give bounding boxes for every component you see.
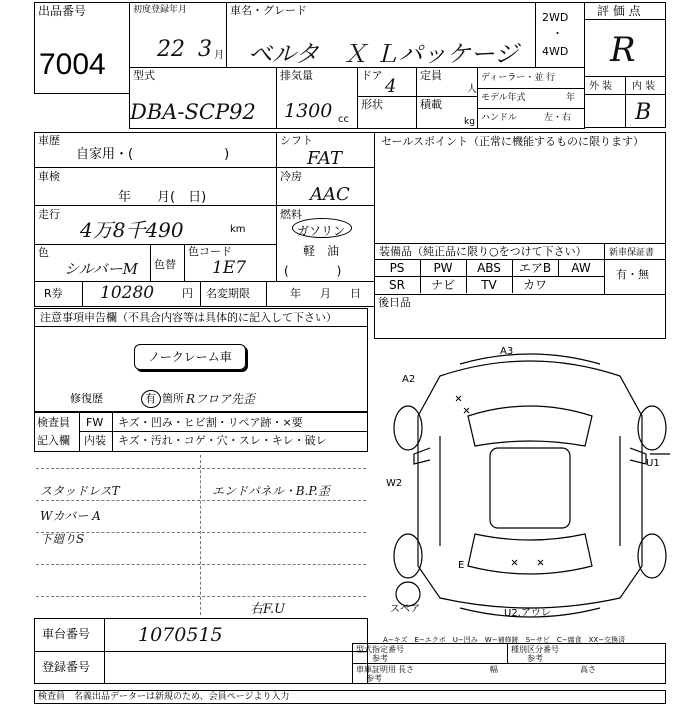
diagram-u1: U1 [646,458,660,469]
handle-label: ハンドル [481,113,518,123]
fuel-label: 燃料 [280,208,302,221]
drive-2wd: 2WD [542,11,569,24]
class-label: 種別区分番号 [511,645,559,654]
diagram-spare: スペア [390,604,420,615]
model-label: 型式 [133,69,155,82]
inspector-label: 検査員 [37,416,70,429]
width-label: 幅 [490,665,498,674]
load-label: 積載 [420,98,442,111]
interior-grade-label: 内 装 [632,81,656,92]
inspection-value: 年 月( 日) [118,190,207,205]
diagram-u2: U2.アウレ [504,608,551,619]
diagram-a3: A3 [500,346,514,357]
repair-value: 有 [145,392,156,405]
dealer-label: ディーラー・並 行 [481,73,556,83]
diagram-e: E [458,560,465,571]
chassis-value: 1070515 [138,624,223,646]
repair-circle [141,390,161,408]
remark-left-2: Wカバー A [40,509,101,523]
color-value: シルバーM [64,260,138,278]
displacement-value: 1300 [284,100,333,122]
car-name-value: ベルタ Ｘ Ｌパッケージ [248,40,519,68]
sales-block [374,132,666,244]
type-ref: 参考 [372,654,388,663]
month-unit: 月 [320,287,331,300]
fw-label: FW [86,416,104,429]
capacity-unit: 人 [467,84,477,95]
first-reg-year: 22 [157,37,185,62]
no-claim-stamp: ノークレーム車 [134,344,246,370]
day-unit: 日 [350,287,361,300]
interior-items-label: 内装 [84,434,106,447]
capacity-label: 定員 [420,69,442,82]
after-label: 後日品 [378,296,411,309]
displacement-unit: cc [338,114,349,125]
shift-label: シフト [280,134,313,147]
interior-grade-value: B [635,100,652,125]
ac-label: 冷房 [280,170,302,183]
repair-place-value: Rフロア先歪 [186,392,256,406]
remark-left-3: 下廻りS [40,532,85,546]
doors-label: ドア [361,69,383,82]
legend: A−キズ E−エクボ U−凹み W−補修跡 S−サビ C−腐食 XX−交換済 [383,636,626,644]
exterior-label: 外 装 [589,81,613,92]
remark-left-1: スタッドレスT [40,484,120,498]
height-label: 高さ [580,665,596,674]
displacement-label: 排気量 [280,69,313,82]
remark-right: エンドパネル・B.P.歪 [212,484,330,498]
interior-items: キズ・汚れ・コゲ・穴・スレ・キレ・破レ [118,434,327,447]
lot-number: 7004 [39,48,106,81]
shape-label: 形状 [361,98,383,111]
length-label: 長さ [398,665,414,674]
doors-value: 4 [385,76,397,97]
remark-bottom: 右F.U [250,602,286,617]
color-change-label: 色替 [154,258,176,271]
equipment-item-1: PW [433,261,453,275]
color-code-value: 1E7 [212,258,247,278]
diagram-w2: W2 [386,478,403,489]
r-unit: 円 [182,287,193,300]
warranty-value: 有・無 [616,268,649,281]
r-value: 10280 [100,283,155,303]
first-reg-month: 3 [198,37,212,62]
equipment-item-3: エアB [518,261,552,275]
color-label: 色 [38,246,49,259]
mileage-value: 4万8千490 [80,218,184,242]
equipment-item-row2-1: ナビ [430,278,455,292]
shift-value: FAT [307,148,342,169]
chassis-label: 車台番号 [42,627,91,641]
equipment-item-row2-0: SR [389,278,405,292]
first-reg-month-unit: 月 [214,50,224,61]
history-label: 車歴 [38,134,60,147]
lot-label: 出品番号 [38,4,87,18]
class-ref: 参考 [527,654,543,663]
equipment-item-4: AW [571,261,591,275]
garage-label: 車庫証明用 [356,665,396,674]
drive-4wd: 4WD [542,45,569,58]
load-unit: kg [464,117,475,127]
name-change-label: 名変期限 [206,287,250,300]
fuel-gas-circle [292,218,352,238]
equipment-item-2: ABS [477,261,501,275]
handle-value: 左・右 [544,113,572,123]
equipment-item-row2-2: TV [481,278,497,292]
entry-label: 記入欄 [37,434,70,447]
model-year-label: モデル年式 [481,93,526,103]
car-damage-diagram [380,336,680,626]
sales-label: セールスポイント（正常に機能するものに限ります） [381,135,645,148]
color-code-label: 色コード [188,245,232,258]
warranty-label: 新車保証書 [609,248,655,258]
mileage-unit: km [230,224,246,235]
repair-place-label: 箇所 [162,392,184,405]
model-year-unit: 年 [566,93,576,103]
fuel-gas: ガソリン [297,224,346,238]
car-name-label: 車名・グレード [230,4,307,17]
ac-value: AAC [310,184,350,205]
equipment-item-0: PS [389,261,405,275]
r-label: R券 [44,287,63,300]
grade-label: 評 価 点 [597,4,641,18]
fuel-paren: ( ) [284,264,342,278]
year-unit: 年 [290,287,301,300]
grade-value: R [610,30,636,70]
fuel-diesel: 軽 油 [303,244,340,258]
equipment-title: 装備品（純正品に限り○をつけて下さい） [379,245,587,258]
fw-items: キズ・凹み・ヒビ割・リペア跡・×要 [118,416,303,429]
notes-title: 注意事項申告欄（不具合内容等は具体的に記入して下さい） [40,311,337,324]
garage-ref: 参考 [366,674,382,683]
model-value: DBA-SCP92 [130,100,256,124]
history-value: 自家用・( ) [76,147,230,162]
diagram-a2: A2 [402,374,416,385]
after-block [374,294,666,339]
type-label: 型式指定番号 [356,645,404,654]
mileage-label: 走行 [38,208,60,221]
equipment-item-row2-3: カワ [522,278,547,292]
inspection-label: 車検 [38,170,60,183]
repair-label: 修復歴 [70,392,103,405]
first-reg-label: 初度登録年月 [133,5,188,15]
reg-label: 登録番号 [42,660,91,674]
footer-text: 検査員 名義出品データーは新規のため、会員ページより入力 [38,692,290,702]
drive-dot: ・ [552,27,563,40]
